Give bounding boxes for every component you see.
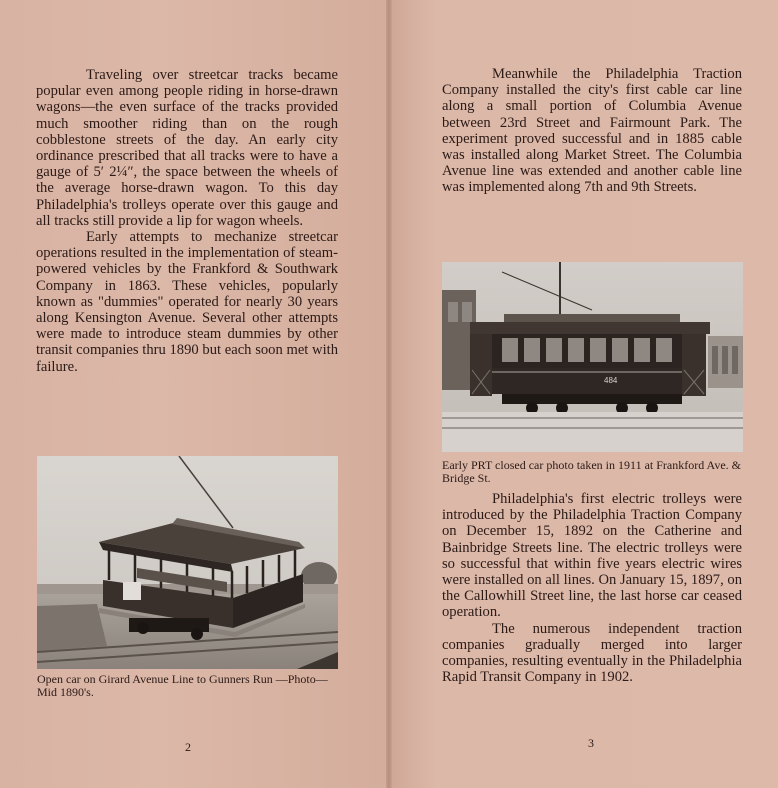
paragraph-merger: The numerous independent traction companies gradually merged into larger companies, resulting eventually in the Philadelphia Rapid Transit Company in 1902.	[442, 620, 742, 686]
right-page-body-bottom	[442, 491, 742, 685]
paragraph-tracks: Traveling over streetcar tracks became popular even among people riding in horse-drawn wagons—the even surface of the tracks provided much smoother riding than on the rough cobblestone streets of the day. An early city ordinance prescribed that all tracks were to have a gauge of 5′ 2¼″, the space between the wheels of the average horse-drawn wagon. To this day Philadelphia's trolleys operate over this gauge and all tracks still provide a lip for wagon wheels.	[36, 67, 338, 229]
open-car-caption: Open car on Girard Avenue Line to Gunners Run —Photo—Mid 1890's.	[37, 672, 328, 699]
left-page-body	[36, 67, 338, 375]
page-number-left: 2	[185, 740, 191, 754]
page-gutter	[386, 0, 392, 788]
car-number-label: 484	[604, 376, 618, 385]
closed-car-photo	[442, 262, 743, 452]
right-page-body-top	[442, 66, 742, 196]
page-number-right: 3	[588, 736, 594, 750]
closed-car-illustration	[442, 262, 743, 452]
paragraph-cable: Meanwhile the Philadelphia Traction Company installed the city's first cable car line along a small portion of Columbia Avenue between 23rd Street and Fairmount Park. The experiment proved successful and in 1885 cable was installed along Market Street. The Columbia Avenue line was extended and another cable line was implemented along 7th and 9th Streets.	[442, 66, 742, 196]
open-car-illustration	[37, 456, 338, 669]
closed-car-caption: Early PRT closed car photo taken in 1911 at Frankford Ave. & Bridge St.	[442, 458, 741, 485]
open-car-photo	[37, 456, 338, 669]
paragraph-steam: Early attempts to mechanize streetcar operations resulted in the implementation of steam-powered vehicles by the Frankford & Southwark Company in 1863. These vehicles, popularly known as "dummies" operated for nearly 30 years along Kensington Avenue. Several other attempts were made to introduce steam dummies by other transit companies thru 1890 but each soon met with failure.	[36, 229, 338, 375]
paragraph-electric: Philadelphia's first electric trolleys were introduced by the Philadelphia Traction Company on December 15, 1892 on the Catherine and Bainbridge Streets line. The electric trolleys were so successful that within five years electric wires were installed on all lines. On January 15, 1897, on the Callowhill Street line, the last horse car ceased operation.	[442, 491, 742, 621]
